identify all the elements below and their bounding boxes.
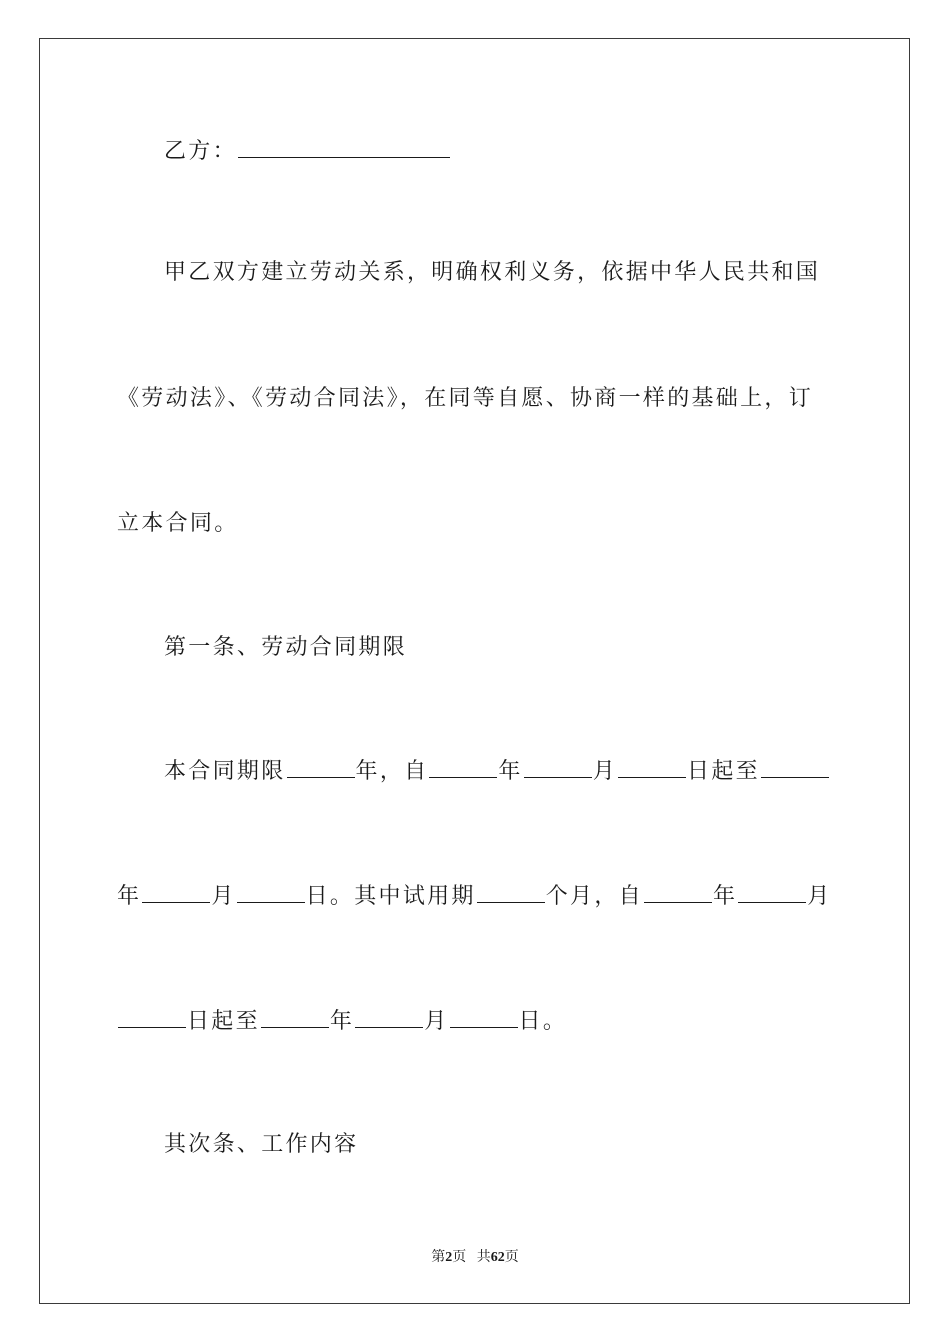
fill-blank[interactable]: [287, 757, 355, 778]
current-page-number: 2: [445, 1250, 453, 1265]
term-text: 月: [592, 759, 618, 784]
term-line-3: [117, 1007, 567, 1037]
fill-blank[interactable]: [355, 1007, 423, 1028]
term-text: 日。其中试用期: [305, 884, 476, 909]
fill-blank[interactable]: [429, 757, 497, 778]
party-b-blank[interactable]: [238, 137, 450, 158]
term-text: 年: [712, 884, 738, 909]
footer-page-unit: 页: [452, 1250, 467, 1265]
footer-total-prefix: 共: [476, 1250, 491, 1265]
fill-blank[interactable]: [477, 882, 545, 903]
term-text: 月: [211, 884, 236, 909]
term-text: 年: [117, 884, 142, 909]
page-border: [39, 38, 910, 1304]
term-line-2: [117, 882, 832, 912]
term-line-1: [164, 757, 830, 787]
footer-total-unit: 页: [504, 1250, 519, 1265]
term-text: 年: [498, 759, 523, 784]
total-pages-number: 62: [490, 1250, 505, 1265]
paragraph-line: 《劳动法》、《劳动合同法》，在同等自愿、协商一样的基础上，订: [117, 386, 814, 411]
party-b-label: 乙方：: [164, 139, 237, 164]
term-text: 年: [329, 1009, 355, 1034]
fill-blank[interactable]: [738, 882, 806, 903]
term-text: 日起至: [187, 1009, 260, 1034]
fill-blank[interactable]: [618, 757, 686, 778]
fill-blank[interactable]: [261, 1007, 329, 1028]
fill-blank[interactable]: [118, 1007, 186, 1028]
article-1-title: 第一条、劳动合同期限: [164, 635, 408, 660]
paragraph-line: 甲乙双方建立劳动关系，明确权利义务，依据中华人民共和国: [164, 260, 821, 285]
article-2-title: 其次条、工作内容: [164, 1132, 359, 1157]
fill-blank[interactable]: [450, 1007, 518, 1028]
term-text: 月: [807, 884, 832, 909]
fill-blank[interactable]: [644, 882, 712, 903]
fill-blank[interactable]: [761, 757, 829, 778]
term-text: 年，自: [355, 759, 429, 784]
fill-blank[interactable]: [142, 882, 210, 903]
page-footer: [0, 1246, 950, 1266]
party-b-line: [164, 137, 451, 167]
term-text: 日。: [518, 1009, 568, 1034]
footer-prefix: 第: [431, 1250, 446, 1265]
term-text: 月: [424, 1009, 449, 1034]
term-text: 个月，自: [545, 884, 643, 909]
term-text: 本合同期限: [164, 759, 286, 784]
fill-blank[interactable]: [237, 882, 305, 903]
fill-blank[interactable]: [524, 757, 592, 778]
term-text: 日起至: [687, 759, 760, 784]
paragraph-line: 立本合同。: [117, 511, 239, 536]
